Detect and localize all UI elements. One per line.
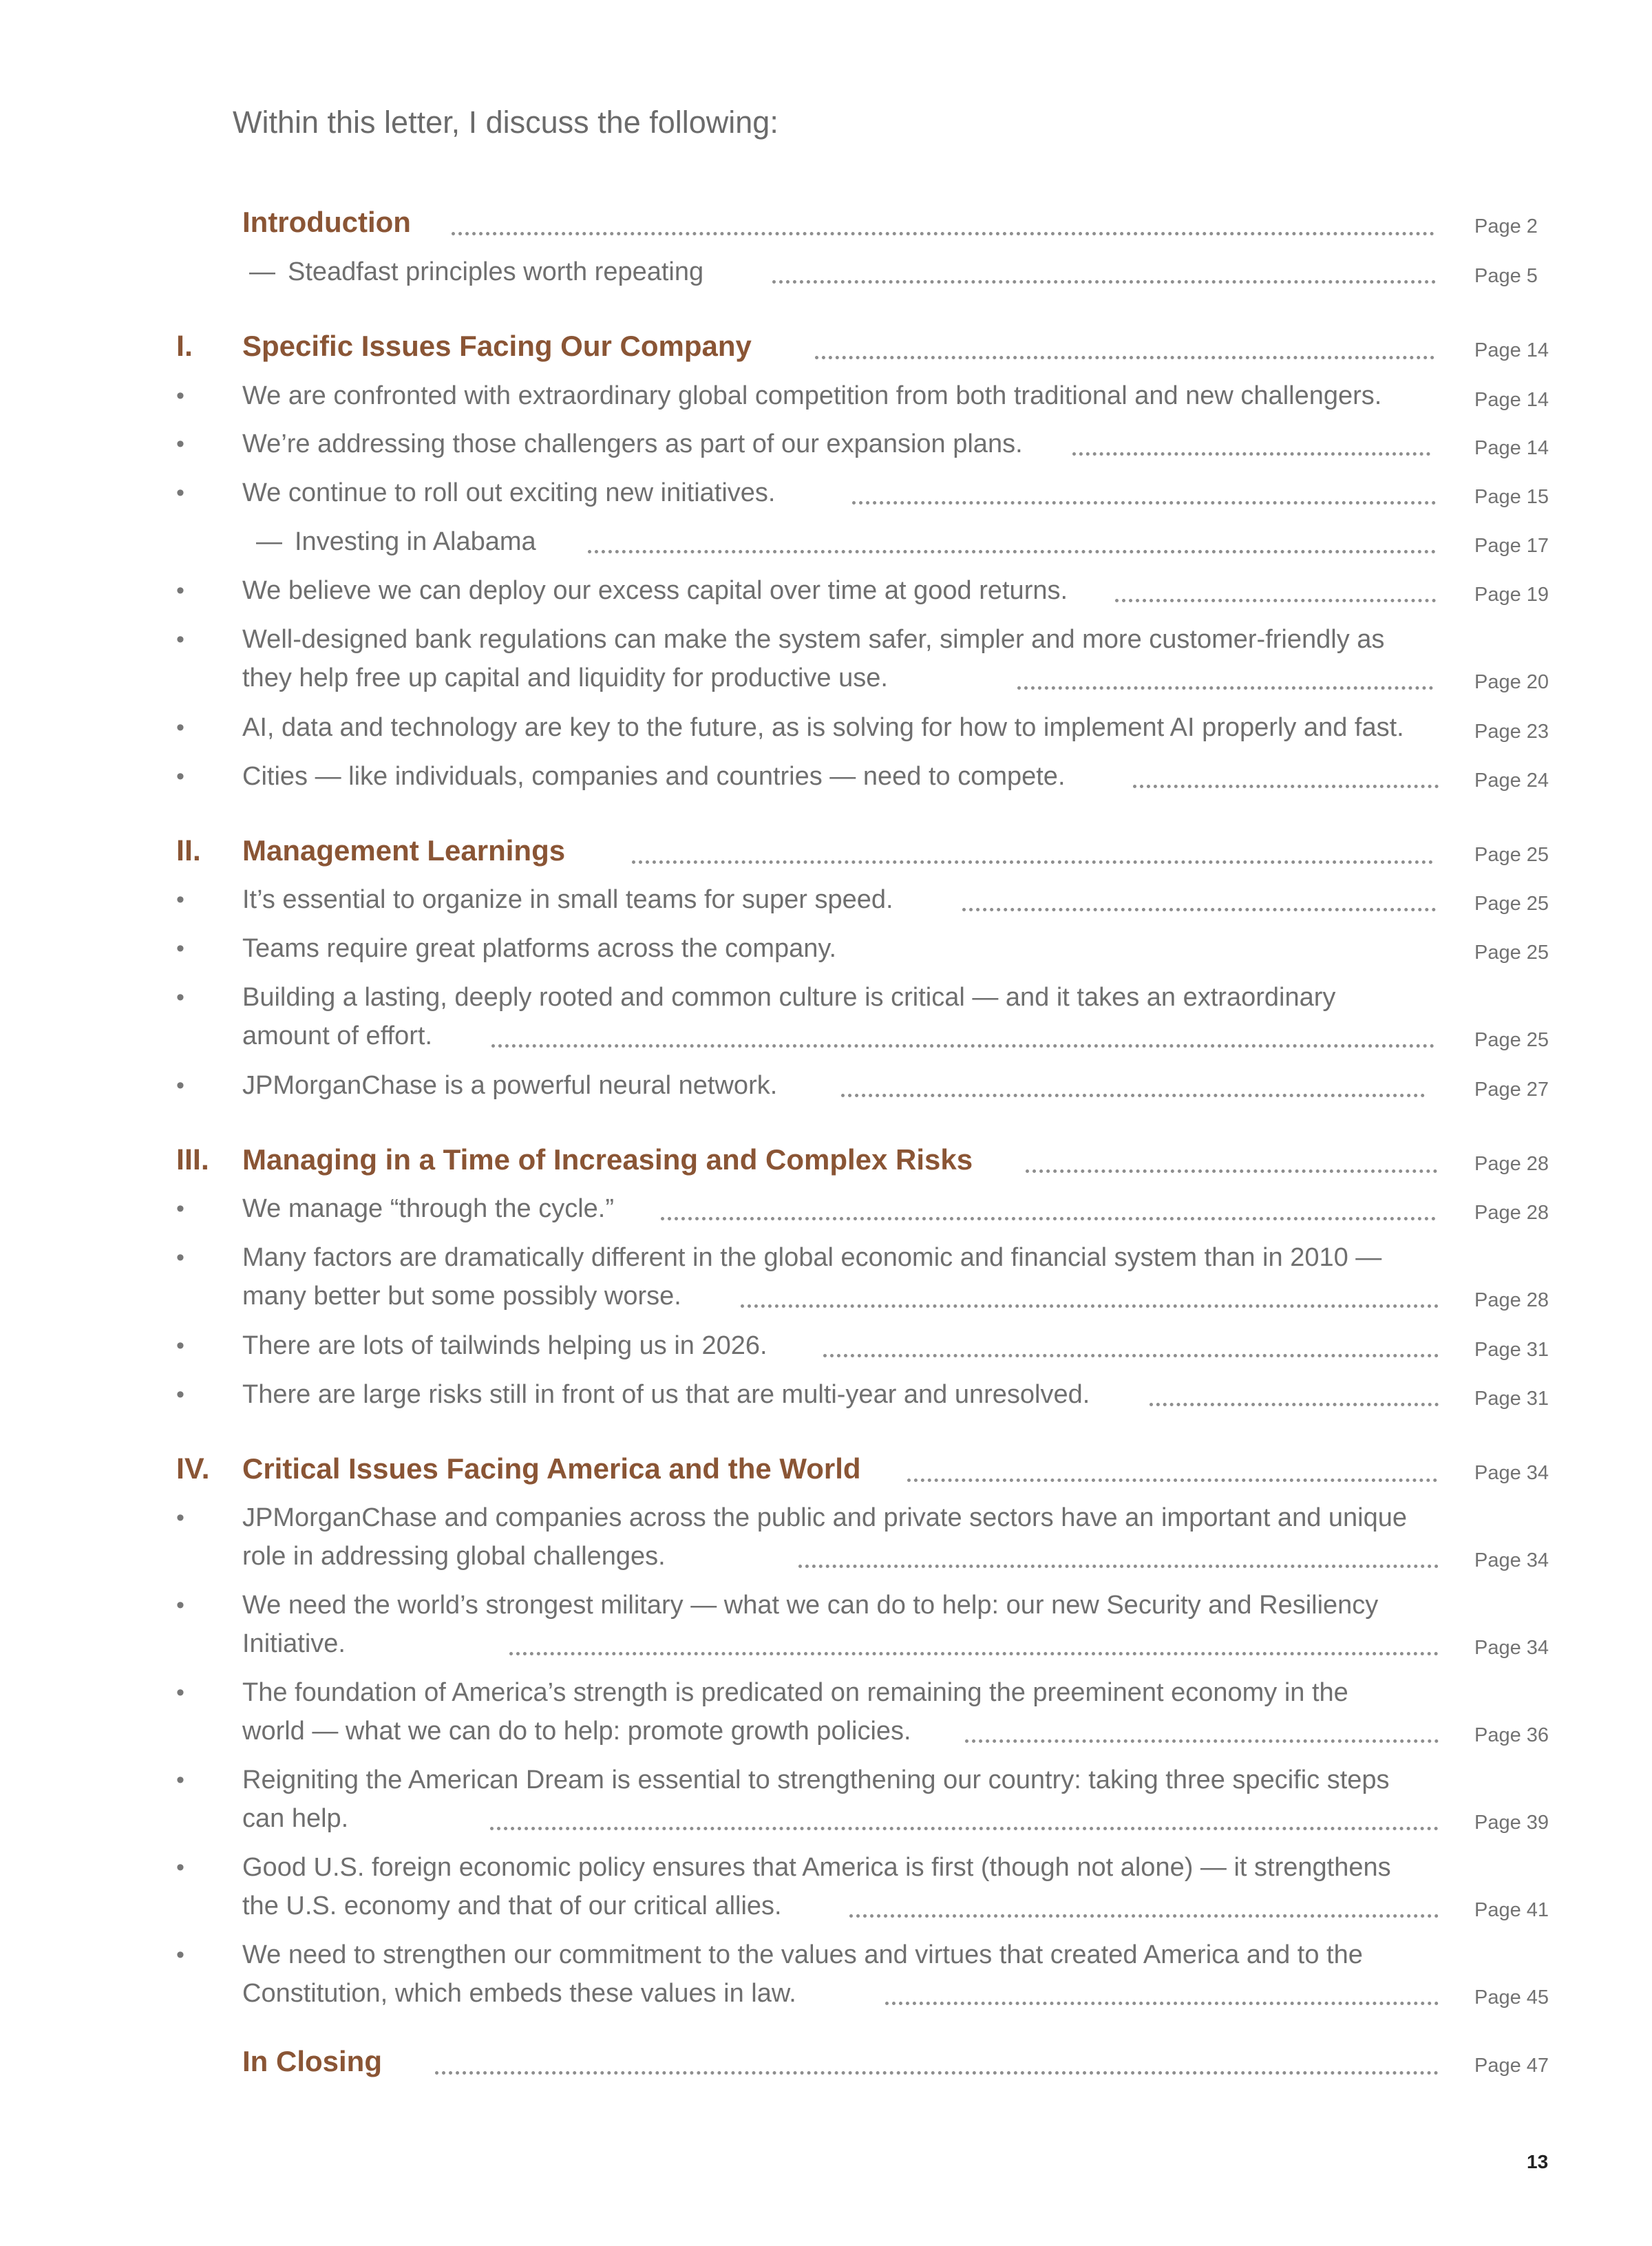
bullet-dot: •: [176, 1680, 184, 1706]
dot-leader: [1026, 1169, 1437, 1173]
dot-leader: [841, 1094, 1425, 1097]
toc-page-number: Page 14: [1474, 389, 1549, 411]
toc-entry-text: Good U.S. foreign economic policy ensures that America is first (though not alone) — it strengthens the U.S. economy and that of our critical allies.: [242, 1853, 1391, 1920]
toc-page-number: Page 41: [1474, 1899, 1549, 1921]
toc-page-number: Page 28: [1474, 1202, 1549, 1224]
dot-leader: [588, 550, 1436, 553]
dot-leader: [823, 1354, 1439, 1357]
section-numeral: I.: [176, 330, 193, 363]
toc-page-number: Page 34: [1474, 1549, 1549, 1571]
bullet-dot: •: [176, 1592, 184, 1618]
toc-entry-text: Critical Issues Facing America and the World: [242, 1452, 861, 1485]
dot-leader: [1115, 599, 1436, 602]
toc-page-number: Page 34: [1474, 1637, 1549, 1659]
intro-line: Within this letter, I discuss the following:: [233, 105, 779, 140]
bullet-dot: •: [176, 714, 184, 741]
bullet-dot: •: [176, 887, 184, 913]
dot-leader: [632, 860, 1433, 864]
dot-leader: [491, 1044, 1434, 1048]
bullet-dot: •: [176, 1333, 184, 1359]
dot-leader: [509, 1652, 1439, 1655]
bullet-dot: •: [176, 984, 184, 1010]
toc-entry-text: We are confronted with extraordinary global competition from both traditional and new challengers.: [242, 381, 1382, 410]
dot-leader: [1017, 686, 1433, 690]
toc-page-number: Page 45: [1474, 1987, 1549, 2009]
bullet-dot: •: [176, 1942, 184, 1968]
toc-entry-text: There are lots of tailwinds helping us in 2026.: [242, 1331, 767, 1360]
toc-entry-text: Teams require great platforms across the company.: [242, 934, 837, 963]
section-numeral: II.: [176, 834, 201, 867]
toc-entry-text: We manage “through the cycle.”: [242, 1194, 615, 1223]
bullet-dot: •: [176, 578, 184, 604]
toc-entry-text: Many factors are dramatically different in the global economic and financial system than in 2010 — many better but some possibly worse.: [242, 1243, 1382, 1311]
page-number: 13: [1527, 2151, 1549, 2172]
toc-entry-text: We need the world’s strongest military — what we can do to help: our new Security and Resiliency Initiative.: [242, 1591, 1379, 1658]
section-numeral: III.: [176, 1143, 209, 1176]
toc-page-number: Page 28: [1474, 1289, 1549, 1311]
em-dash: —: [249, 257, 275, 286]
toc-page-number: Page 34: [1474, 1462, 1549, 1484]
bullet-dot: •: [176, 480, 184, 506]
em-dash: —: [256, 527, 282, 556]
toc-entry-text: JPMorganChase and companies across the public and private sectors have an important and unique role in addressing global challenges.: [242, 1503, 1408, 1571]
dot-leader: [885, 2002, 1439, 2005]
bullet-dot: •: [176, 763, 184, 790]
dot-leader: [435, 2071, 1439, 2075]
toc-entry-text: We believe we can deploy our excess capital over time at good returns.: [242, 576, 1068, 605]
toc-entry-text: — Investing in Alabama: [256, 527, 536, 556]
toc-page-number: Page 25: [1474, 844, 1549, 866]
bullet-dot: •: [176, 1854, 184, 1881]
bullet-dot: •: [176, 383, 184, 409]
toc-entry-text: Cities — like individuals, companies and countries — need to compete.: [242, 762, 1066, 791]
bullet-dot: •: [176, 1072, 184, 1099]
dot-leader: [490, 1827, 1439, 1830]
dot-leader: [965, 1739, 1439, 1743]
toc-page-number: Page 15: [1474, 486, 1549, 508]
bullet-dot: •: [176, 1505, 184, 1531]
toc-entry-text: Managing in a Time of Increasing and Complex Risks: [242, 1143, 973, 1176]
toc-page-number: Page 14: [1474, 339, 1549, 361]
dot-leader: [452, 232, 1434, 235]
dot-leader: [1150, 1403, 1439, 1406]
dot-leader: [852, 501, 1436, 505]
dot-leader: [741, 1304, 1439, 1308]
toc-entry-text: JPMorganChase is a powerful neural network.: [242, 1071, 778, 1100]
bullet-dot: •: [176, 431, 184, 457]
dot-leader: [907, 1479, 1437, 1482]
toc-page-number: Page 5: [1474, 265, 1538, 287]
toc-entry-text: We’re addressing those challengers as part of our expansion plans.: [242, 430, 1023, 458]
dot-leader: [798, 1565, 1439, 1568]
toc-page-number: Page 23: [1474, 721, 1549, 743]
bullet-dot: •: [176, 1244, 184, 1271]
toc-page-number: Page 14: [1474, 437, 1549, 459]
dot-leader: [849, 1914, 1439, 1918]
toc-page-number: Page 25: [1474, 942, 1549, 964]
toc-entry-text: Building a lasting, deeply rooted and common culture is critical — and it takes an extraordinary amount of effort.: [242, 983, 1336, 1050]
dot-leader: [1133, 785, 1439, 788]
dot-leader: [1072, 452, 1430, 456]
bullet-dot: •: [176, 935, 184, 962]
toc-page-number: Page 25: [1474, 1029, 1549, 1051]
toc-page-number: Page 28: [1474, 1153, 1549, 1175]
toc-page-number: Page 47: [1474, 2055, 1549, 2077]
toc-entry-text: We need to strengthen our commitment to the values and virtues that created America and to the Constitution, which embeds these values in law.: [242, 1940, 1363, 2008]
toc-entry-text: Management Learnings: [242, 834, 566, 867]
toc-page-number: Page 31: [1474, 1388, 1549, 1410]
toc-page-number: Page 25: [1474, 893, 1549, 915]
dot-leader: [661, 1217, 1436, 1220]
toc-page-number: Page 31: [1474, 1339, 1549, 1361]
toc-page-number: Page 20: [1474, 671, 1549, 693]
toc-entry-text: It’s essential to organize in small teams for super speed.: [242, 885, 893, 914]
bullet-dot: •: [176, 1767, 184, 1793]
section-numeral: IV.: [176, 1452, 210, 1485]
toc-page-number: Page 24: [1474, 770, 1549, 792]
dot-leader: [772, 280, 1436, 284]
bullet-dot: •: [176, 626, 184, 653]
toc-entry-text: — Steadfast principles worth repeating: [249, 257, 704, 286]
toc-entry-text: Introduction: [242, 206, 411, 238]
dot-leader: [815, 356, 1434, 359]
toc-page-number: Page 2: [1474, 215, 1538, 237]
toc-entry-text: There are large risks still in front of us that are multi-year and unresolved.: [242, 1380, 1090, 1409]
toc-entry-text: Well-designed bank regulations can make the system safer, simpler and more customer-friendly as they help free up capital and liquidity for productive use.: [242, 625, 1385, 692]
dot-leader: [962, 908, 1436, 911]
toc-entry-text: In Closing: [242, 2045, 382, 2077]
toc-entry-text: The foundation of America’s strength is predicated on remaining the preeminent economy in the world — what we can do to help: promote growth policies.: [242, 1678, 1348, 1746]
toc-entry-text: We continue to roll out exciting new initiatives.: [242, 478, 776, 507]
toc-entry-text: Reigniting the American Dream is essential to strengthening our country: taking three specific steps can help.: [242, 1766, 1390, 1833]
toc-page-number: Page 17: [1474, 535, 1549, 557]
bullet-dot: •: [176, 1196, 184, 1222]
bullet-dot: •: [176, 1381, 184, 1408]
toc-page-number: Page 39: [1474, 1812, 1549, 1834]
toc-page-number: Page 27: [1474, 1079, 1549, 1101]
toc-page-number: Page 19: [1474, 584, 1549, 606]
toc-entry-text: AI, data and technology are key to the future, as is solving for how to implement AI properly and fast.: [242, 713, 1404, 742]
toc-page-number: Page 36: [1474, 1724, 1549, 1746]
toc-entry-text: Specific Issues Facing Our Company: [242, 330, 752, 362]
